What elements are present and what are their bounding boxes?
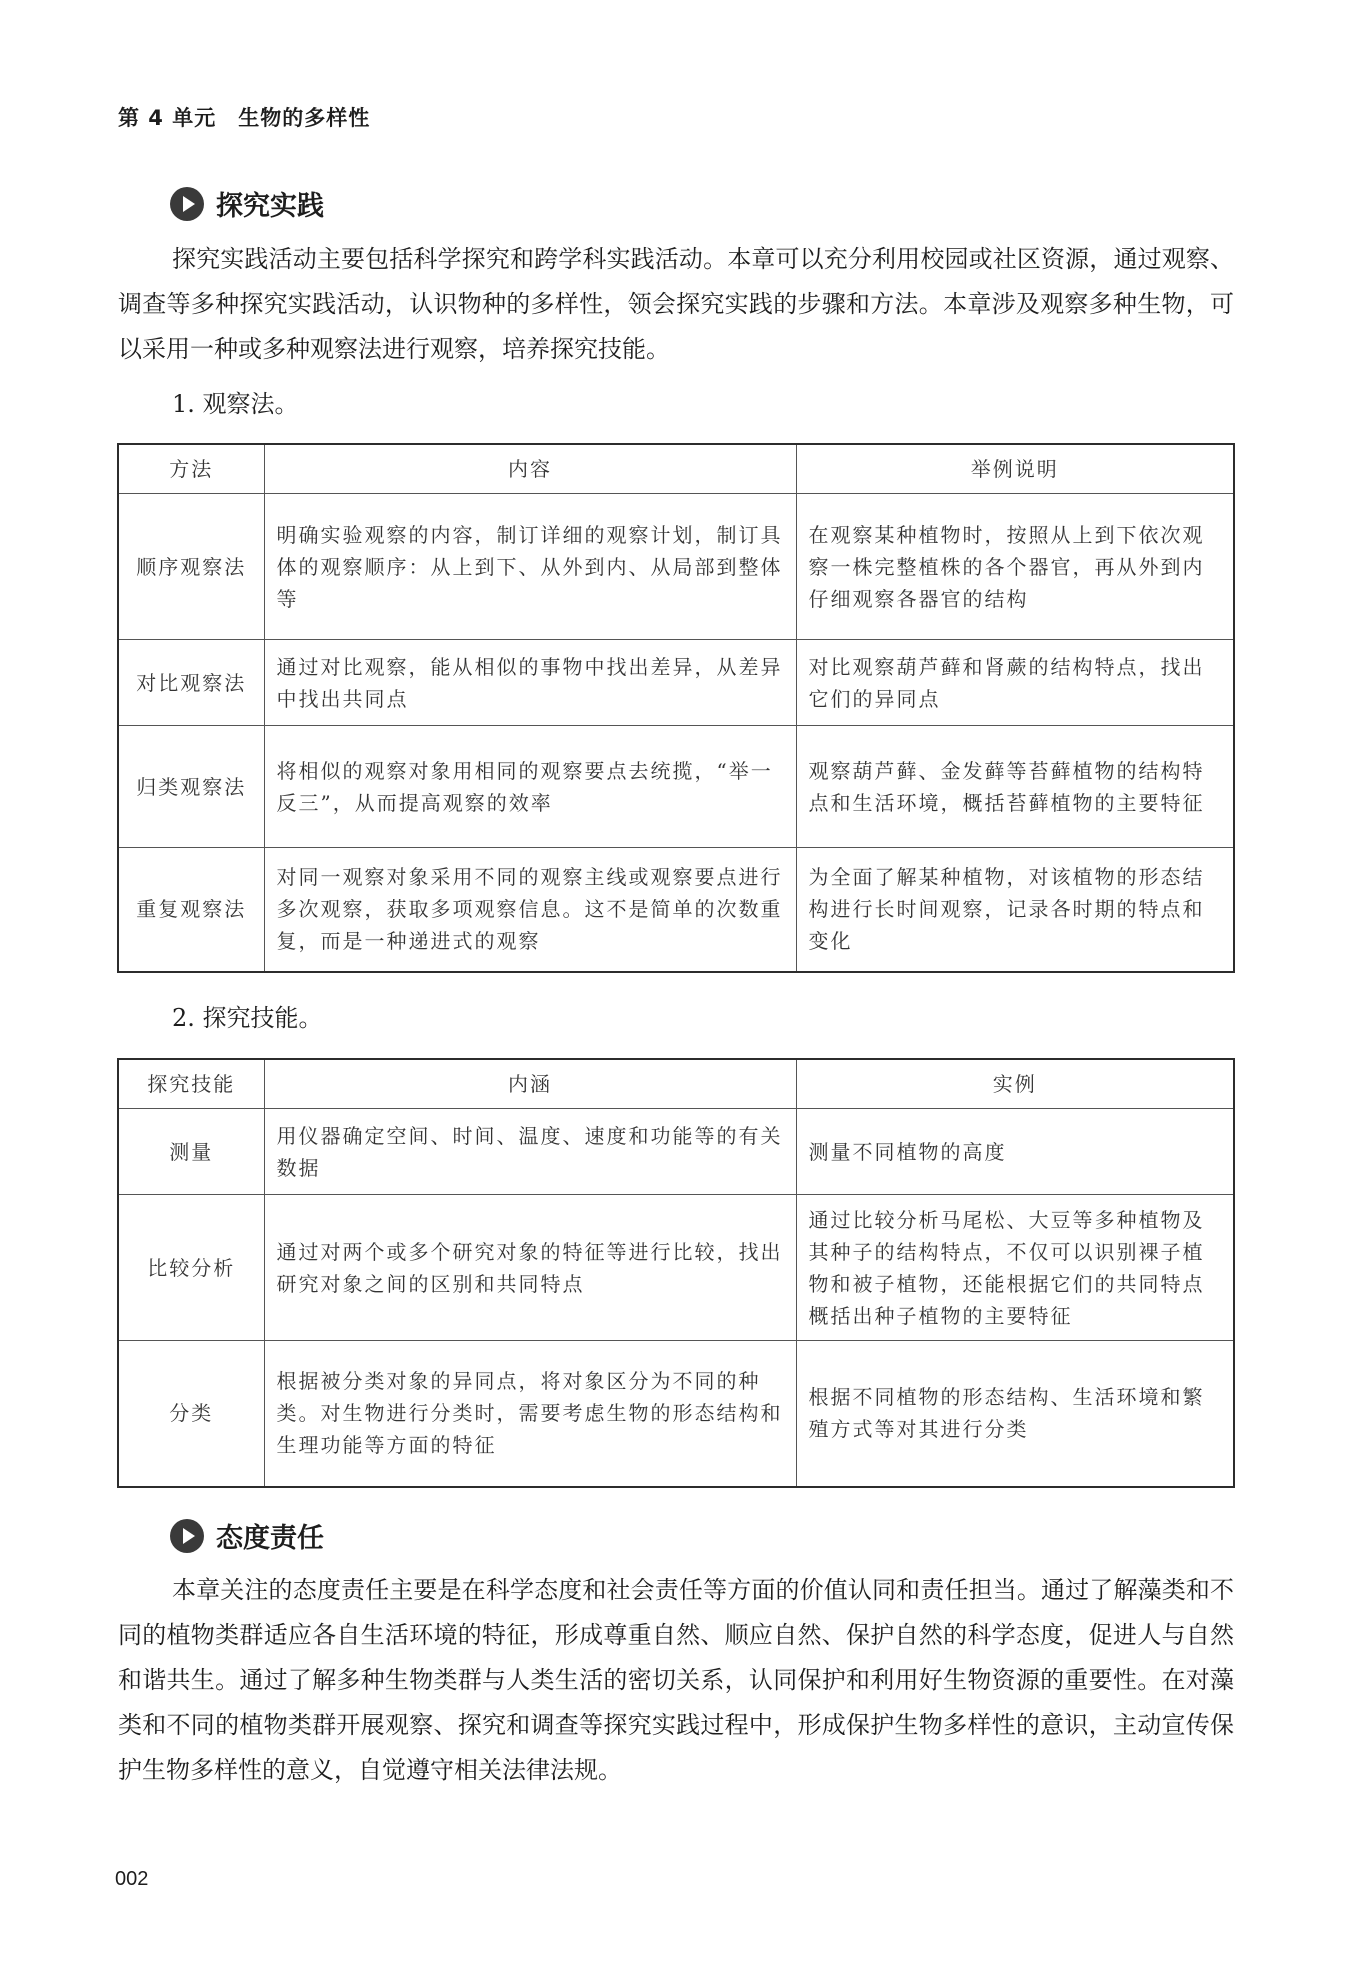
example-cell: 在观察某种植物时，按照从上到下依次观察一株完整植株的各个器官，再从外到内仔细观察各器官的结构 <box>796 494 1234 640</box>
sub-heading-skills: 2. 探究技能。 <box>172 1004 323 1032</box>
example-cell: 观察葫芦藓、金发藓等苔藓植物的结构特点和生活环境，概括苔藓植物的主要特征 <box>796 726 1234 848</box>
section-title-text: 态度责任 <box>216 1523 324 1554</box>
table-row <box>118 494 1234 640</box>
meaning-cell: 根据被分类对象的异同点，将对象区分为不同的种类。对生物进行分类时，需要考虑生物的形态结构和生理功能等方面的特征 <box>264 1341 796 1487</box>
meaning-cell: 通过对两个或多个研究对象的特征等进行比较，找出研究对象之间的区别和共同特点 <box>264 1195 796 1341</box>
method-cell: 对比观察法 <box>118 640 264 726</box>
content-cell: 将相似的观察对象用相同的观察要点去统揽，“举一反三”，从而提高观察的效率 <box>264 726 796 848</box>
observation-methods-table <box>117 443 1235 973</box>
section-title-attitude <box>170 1516 324 1555</box>
meaning-cell: 用仪器确定空间、时间、温度、速度和功能等的有关数据 <box>264 1109 796 1195</box>
section-title-inquiry <box>170 184 324 223</box>
example-cell: 根据不同植物的形态结构、生活环境和繁殖方式等对其进行分类 <box>796 1341 1234 1487</box>
content-cell: 明确实验观察的内容，制订详细的观察计划，制订具体的观察顺序：从上到下、从外到内、从局部到整体等 <box>264 494 796 640</box>
table-row <box>118 1341 1234 1487</box>
section-title-text: 探究实践 <box>216 191 324 222</box>
play-bullet-icon <box>170 1519 204 1553</box>
skill-cell: 比较分析 <box>118 1195 264 1341</box>
table-row <box>118 1109 1234 1195</box>
method-cell: 顺序观察法 <box>118 494 264 640</box>
column-header: 探究技能 <box>118 1059 264 1109</box>
page-number: 002 <box>115 1868 149 1890</box>
content-cell: 通过对比观察，能从相似的事物中找出差异，从差异中找出共同点 <box>264 640 796 726</box>
column-header: 方法 <box>118 444 264 494</box>
sub-heading-observation: 1. 观察法。 <box>172 390 299 418</box>
method-cell: 归类观察法 <box>118 726 264 848</box>
attitude-paragraph: 本章关注的态度责任主要是在科学态度和社会责任等方面的价值认同和责任担当。通过了解藻类和不同的植物类群适应各自生活环境的特征，形成尊重自然、顺应自然、保护自然的科学态度，促进人与自然和谐共生。通过了解多种生物类群与人类生活的密切关系，认同保护和利用好生物资源的重要性。在对藻类和不同的植物类群开展观察、探究和调查等探究实践过程中，形成保护生物多样性的意识，主动宣传保护生物多样性的意义，自觉遵守相关法律法规。 <box>118 1576 1234 1784</box>
example-cell: 通过比较分析马尾松、大豆等多种植物及其种子的结构特点，不仅可以识别裸子植物和被子植物，还能根据它们的共同特点概括出种子植物的主要特征 <box>796 1195 1234 1341</box>
table-header-row <box>118 444 1234 494</box>
example-cell: 对比观察葫芦藓和肾蕨的结构特点，找出它们的异同点 <box>796 640 1234 726</box>
column-header: 举例说明 <box>796 444 1234 494</box>
skill-cell: 分类 <box>118 1341 264 1487</box>
content-cell: 对同一观察对象采用不同的观察主线或观察要点进行多次观察，获取多项观察信息。这不是简单的次数重复，而是一种递进式的观察 <box>264 848 796 972</box>
running-header: 第 4 单元 生物的多样性 <box>118 106 371 130</box>
inquiry-skills-table <box>117 1058 1235 1488</box>
column-header: 内容 <box>264 444 796 494</box>
table-row <box>118 640 1234 726</box>
table-row <box>118 848 1234 972</box>
inquiry-paragraph: 探究实践活动主要包括科学探究和跨学科实践活动。本章可以充分利用校园或社区资源，通过观察、调查等多种探究实践活动，认识物种的多样性，领会探究实践的步骤和方法。本章涉及观察多种生物，可以采用一种或多种观察法进行观察，培养探究技能。 <box>118 245 1234 363</box>
example-cell: 为全面了解某种植物，对该植物的形态结构进行长时间观察，记录各时期的特点和变化 <box>796 848 1234 972</box>
example-cell: 测量不同植物的高度 <box>796 1109 1234 1195</box>
table-row <box>118 726 1234 848</box>
method-cell: 重复观察法 <box>118 848 264 972</box>
table-row <box>118 1195 1234 1341</box>
column-header: 实例 <box>796 1059 1234 1109</box>
skill-cell: 测量 <box>118 1109 264 1195</box>
table-header-row <box>118 1059 1234 1109</box>
column-header: 内涵 <box>264 1059 796 1109</box>
play-bullet-icon <box>170 187 204 221</box>
